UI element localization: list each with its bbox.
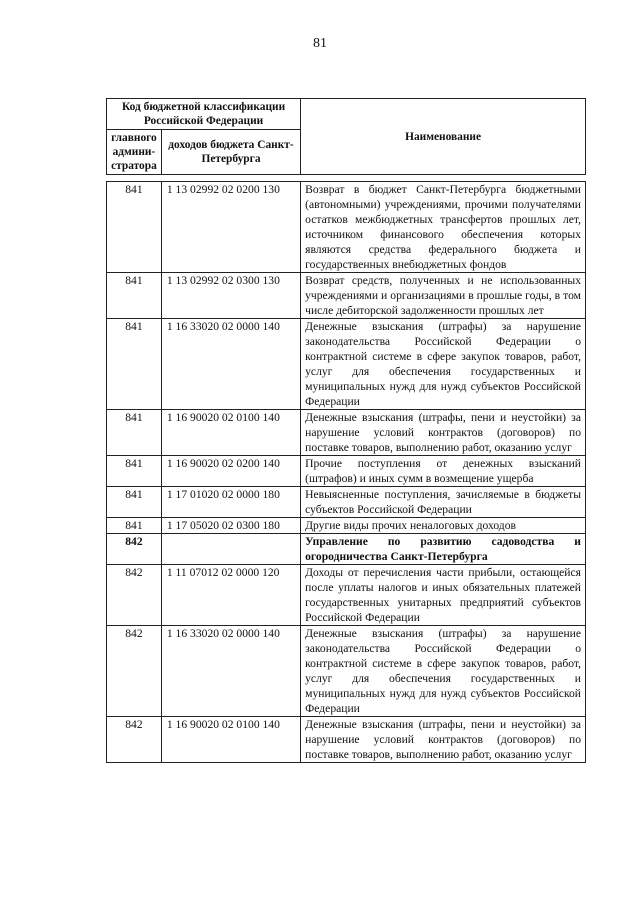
header-name-col: Наименование <box>301 99 586 175</box>
admin-code-cell: 841 <box>107 518 162 534</box>
name-cell: Денежные взыскания (штрафы) за нарушение законодательства Российской Федерации о контрактной системе в сфере закупок товаров, работ, услуг для обеспечения государственных и муниципальных нужд для нужд субъектов Российской Федерации <box>301 319 586 410</box>
table-row <box>107 182 586 273</box>
admin-code-cell: 842 <box>107 626 162 717</box>
table-row <box>107 717 586 763</box>
data-table <box>106 181 586 763</box>
budget-code-cell: 1 17 05020 02 0300 180 <box>161 518 300 534</box>
table-row <box>107 518 586 534</box>
header-income-col: доходов бюджета Санкт-Петербурга <box>161 130 300 175</box>
name-cell: Доходы от перечисления части прибыли, остающейся после уплаты налогов и иных обязательных платежей государственных унитарных предприятий субъектов Российской Федерации <box>301 565 586 626</box>
admin-code-cell: 842 <box>107 534 162 565</box>
header-table <box>106 98 586 175</box>
table-row <box>107 410 586 456</box>
name-cell: Возврат средств, полученных и не использованных учреждениями и организациями в прошлые годы, в том числе дебиторской задолженности прошлых лет <box>301 273 586 319</box>
table-row <box>107 487 586 518</box>
name-cell: Возврат в бюджет Санкт-Петербурга бюджетными (автономными) учреждениями, прочими получателями остатков межбюджетных трансфертов прошлых лет, источником финансового обеспечения которых являются средства федерального бюджета и государственных внебюджетных фондов <box>301 182 586 273</box>
name-cell: Прочие поступления от денежных взысканий (штрафов) и иных сумм в возмещение ущерба <box>301 456 586 487</box>
table-row <box>107 565 586 626</box>
table-row <box>107 534 586 565</box>
name-cell: Невыясненные поступления, зачисляемые в бюджеты субъектов Российской Федерации <box>301 487 586 518</box>
table-row <box>107 626 586 717</box>
budget-code-cell: 1 17 01020 02 0000 180 <box>161 487 300 518</box>
table-row <box>107 319 586 410</box>
name-cell: Денежные взыскания (штрафы, пени и неустойки) за нарушение условий контрактов (договоров) по поставке товаров, выполнению работ, оказанию услуг <box>301 717 586 763</box>
admin-code-cell: 842 <box>107 565 162 626</box>
budget-code-cell: 1 16 33020 02 0000 140 <box>161 626 300 717</box>
name-cell: Другие виды прочих неналоговых доходов <box>301 518 586 534</box>
budget-code-cell: 1 16 90020 02 0100 140 <box>161 410 300 456</box>
name-cell: Управление по развитию садоводства и огородничества Санкт-Петербурга <box>301 534 586 565</box>
budget-code-cell: 1 16 33020 02 0000 140 <box>161 319 300 410</box>
budget-code-cell: 1 11 07012 02 0000 120 <box>161 565 300 626</box>
budget-code-cell: 1 13 02992 02 0200 130 <box>161 182 300 273</box>
admin-code-cell: 841 <box>107 410 162 456</box>
admin-code-cell: 841 <box>107 487 162 518</box>
admin-code-cell: 841 <box>107 273 162 319</box>
budget-code-cell: 1 16 90020 02 0100 140 <box>161 717 300 763</box>
admin-code-cell: 841 <box>107 182 162 273</box>
page-number: 81 <box>313 36 327 51</box>
budget-code-cell <box>161 534 300 565</box>
header-admin-col: главного админи-стратора <box>107 130 162 175</box>
admin-code-cell: 842 <box>107 717 162 763</box>
table-row <box>107 273 586 319</box>
budget-code-cell: 1 13 02992 02 0300 130 <box>161 273 300 319</box>
table-row <box>107 456 586 487</box>
name-cell: Денежные взыскания (штрафы) за нарушение законодательства Российской Федерации о контрактной системе в сфере закупок товаров, работ, услуг для обеспечения государственных и муниципальных нужд для нужд субъектов Российской Федерации <box>301 626 586 717</box>
name-cell: Денежные взыскания (штрафы, пени и неустойки) за нарушение условий контрактов (договоров) по поставке товаров, выполнению работ, оказанию услуг <box>301 410 586 456</box>
admin-code-cell: 841 <box>107 456 162 487</box>
budget-code-cell: 1 16 90020 02 0200 140 <box>161 456 300 487</box>
admin-code-cell: 841 <box>107 319 162 410</box>
header-code-group: Код бюджетной классификации Российской Федерации <box>107 99 301 130</box>
